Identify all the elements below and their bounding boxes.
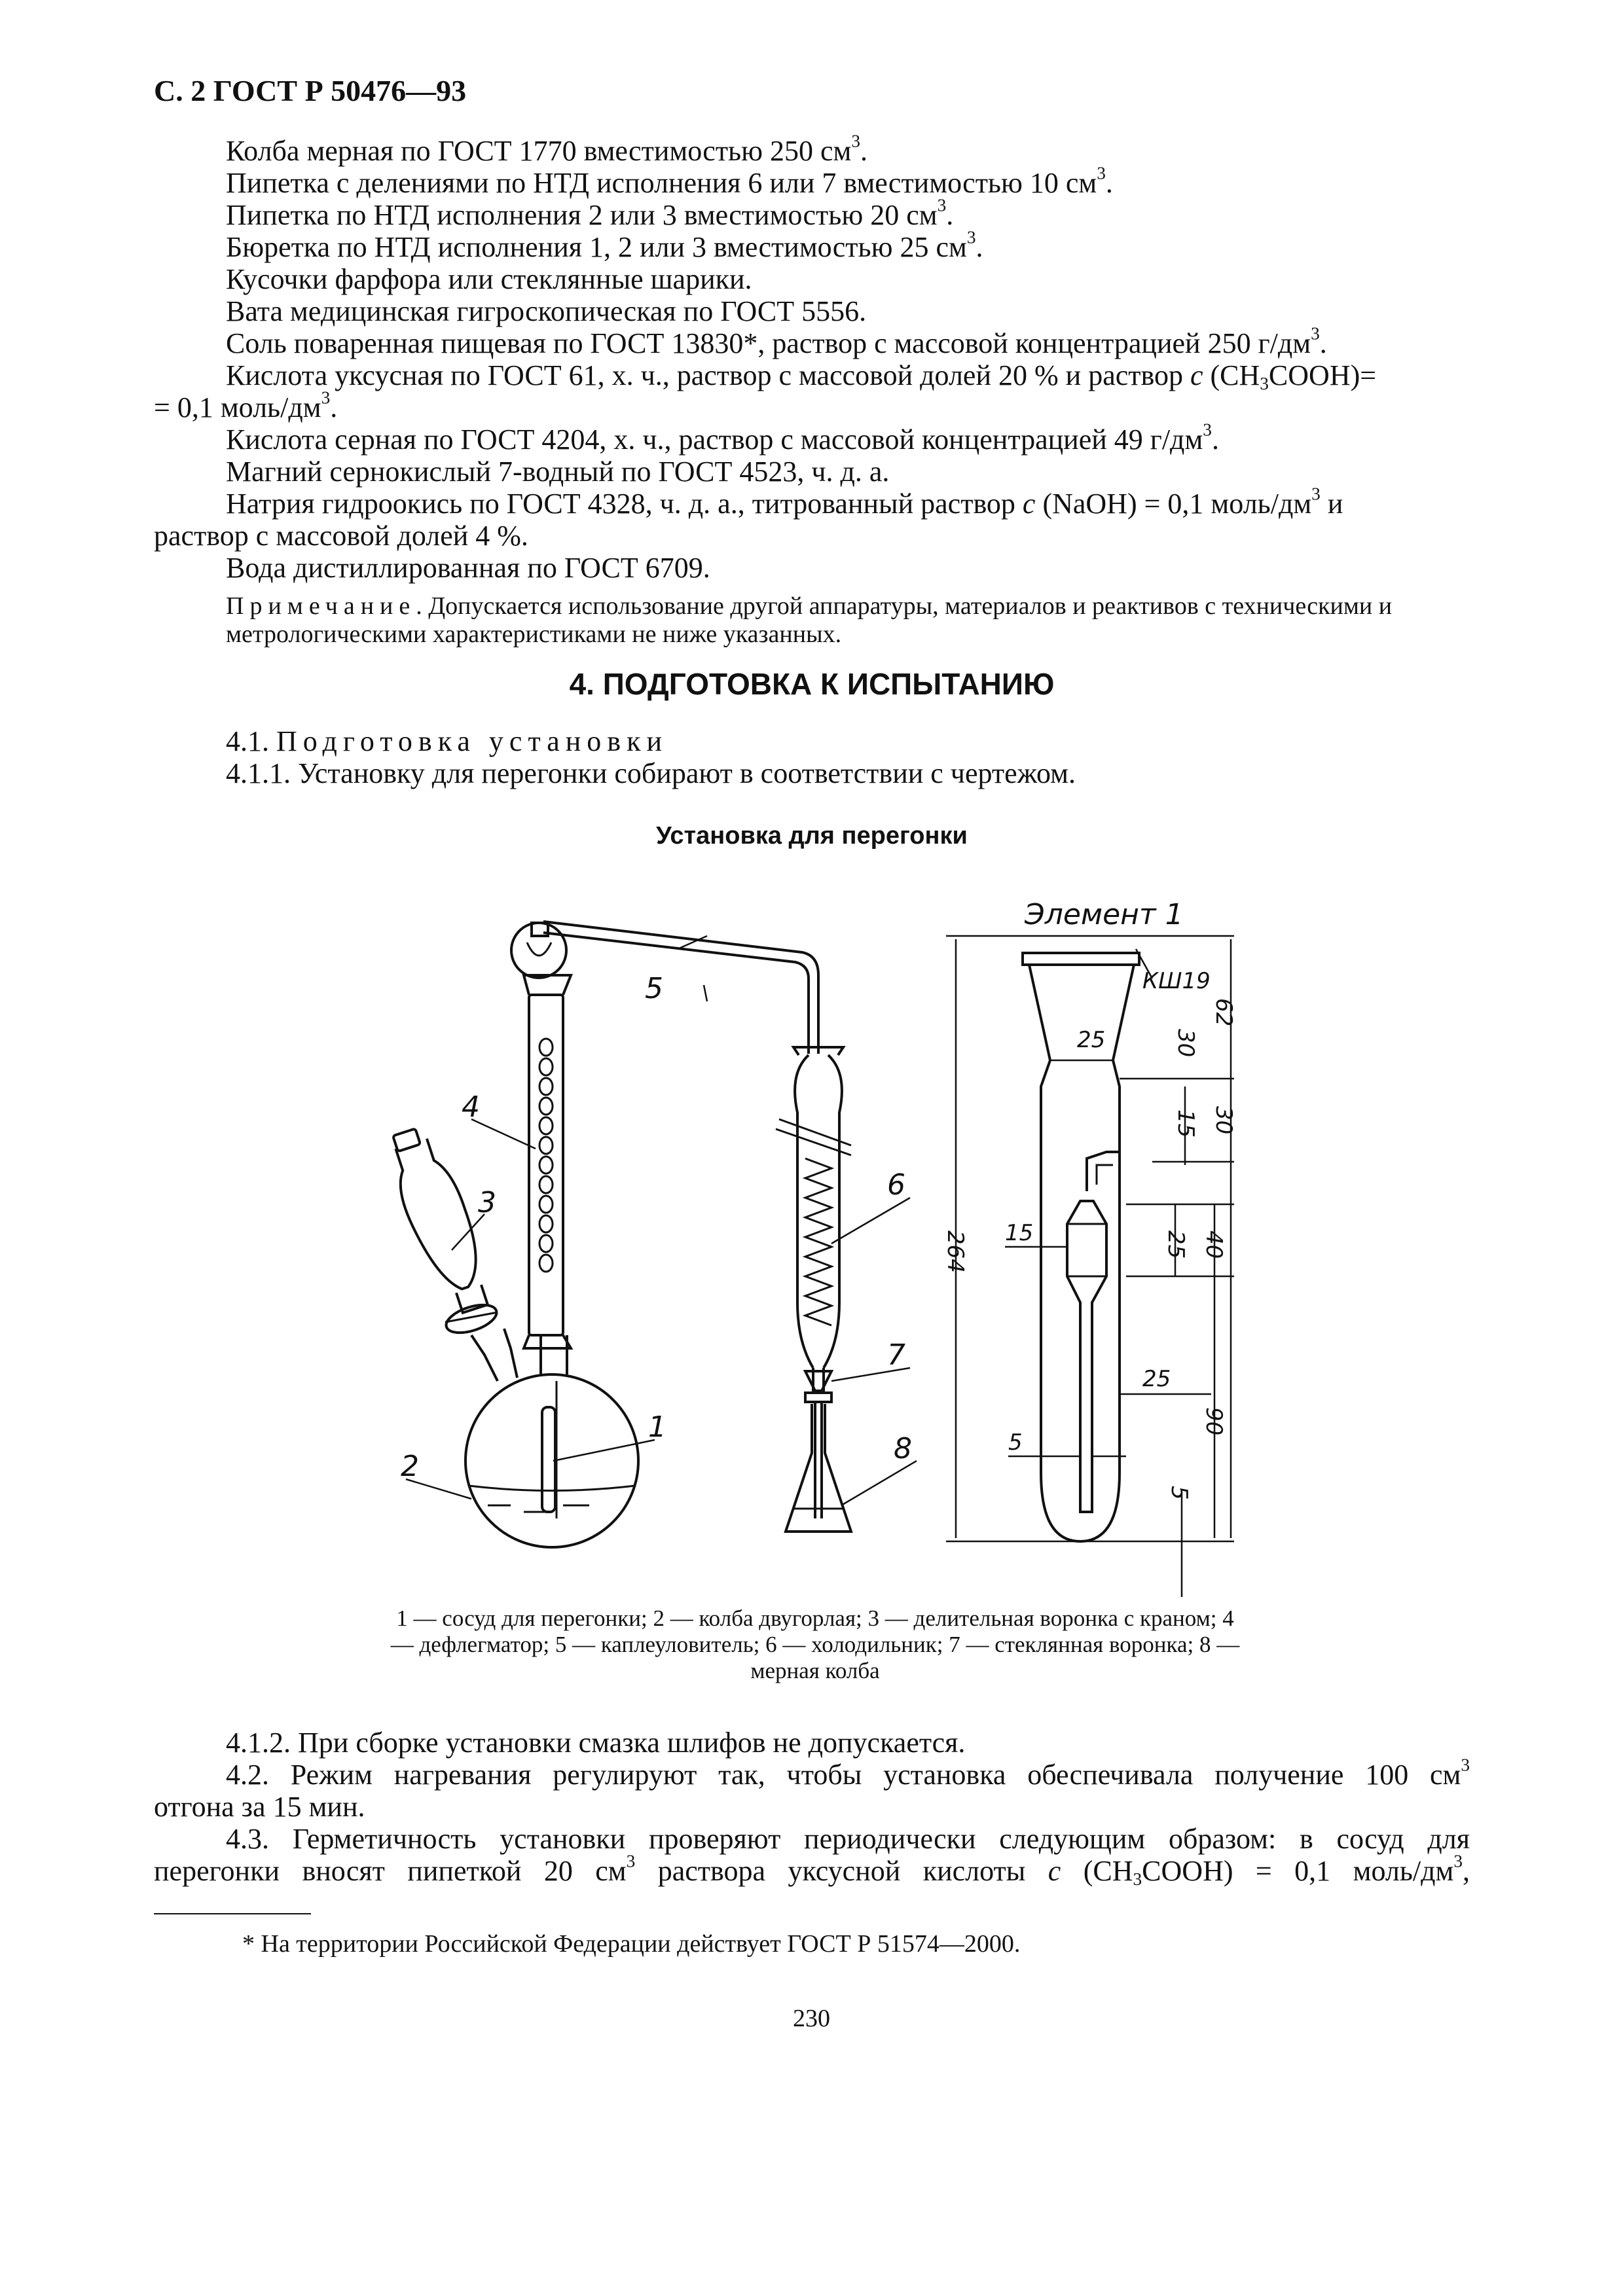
label-7: 7 [887, 1338, 905, 1372]
dim-5-left: 5 [1008, 1429, 1023, 1456]
list-item: Вата медицинская гигроскопическая по ГОСТ 5556. [226, 295, 867, 327]
list-item: Пипетка по НТД исполнения 2 или 3 вместимостью 20 $см^3$. [226, 195, 954, 231]
dim-15-left: 15 [1005, 1220, 1034, 1246]
label-6: 6 [887, 1168, 905, 1202]
footnote-rule [154, 1913, 311, 1914]
note-label: Примечание [226, 592, 416, 620]
dim-15: 15 [1173, 1109, 1199, 1138]
figure-caption: 1 — сосуд для перегонки; 2 — колба двугорлая; 3 — делительная воронка с краном; 4 — дефлегматор; 5 — каплеуловитель; 6 — холодильник; 7 — стеклянная воронка; 8 — мерная колба [390, 1605, 1240, 1683]
note: Примечание. Допускается использование другой аппаратуры, материалов и реактивов с техническими и метрологическими характеристиками не ниже указанных. [226, 592, 1393, 648]
subsection-heading: 4.1. Подготовка установки [226, 725, 668, 757]
paragraph-4-3: 4.3. Герметичность установки проверяют периодически следующим образом: в сосуд для [226, 1823, 1470, 1855]
footnote: * На территории Российской Федерации действует ГОСТ Р 51574—2000. [242, 1930, 1021, 1958]
list-item-cont: раствор с массовой долей 4 %. [154, 520, 528, 552]
paragraph-4-1-2: 4.1.2. При сборке установки смазка шлифов не допускается. [226, 1727, 966, 1759]
list-item: Натрия гидроокись по ГОСТ 4328, ч. д. а., титрованный раствор c (NaOH) = 0,1 моль/$дм^3$ и [226, 484, 1343, 520]
element-label: Элемент 1 [1025, 898, 1184, 931]
dim-40: 40 [1201, 1230, 1227, 1259]
dim-25-bottom: 25 [1142, 1366, 1171, 1392]
dim-90: 90 [1201, 1407, 1227, 1436]
dim-30-a: 30 [1173, 1029, 1199, 1058]
note-text: Допускается использование другой аппаратуры, материалов и реактивов с техническими и метрологическими характеристиками не ниже указанных. [226, 592, 1393, 648]
figure-title: Установка для перегонки [656, 822, 968, 850]
dim-30-b: 30 [1211, 1106, 1237, 1135]
section-heading: 4. ПОДГОТОВКА К ИСПЫТАНИЮ [569, 667, 1055, 701]
list-item: Пипетка с делениями по НТД исполнения 6 или 7 вместимостью 10 $см^3$. [226, 163, 1113, 199]
dim-5-bottom: 5 [1166, 1486, 1192, 1500]
dim-25-mid: 25 [1163, 1230, 1189, 1259]
list-item-cont: = 0,1 моль/$дм^3$. [154, 387, 338, 423]
dim-25-top: 25 [1077, 1027, 1106, 1053]
list-item: Бюретка по НТД исполнения 1, 2 или 3 вместимостью 25 $см^3$. [226, 227, 983, 263]
dim-ksh: КШ19 [1142, 968, 1211, 994]
dim-62: 62 [1211, 998, 1237, 1027]
label-3: 3 [478, 1186, 496, 1219]
page-number: 230 [793, 2005, 830, 2032]
list-item: Колба мерная по ГОСТ 1770 вместимостью 250 $см^3$. [226, 131, 868, 167]
dim-264: 264 [942, 1230, 968, 1273]
section-continued [154, 1727, 1470, 1887]
page-header: С. 2 ГОСТ Р 50476—93 [154, 74, 467, 107]
paragraph-4-3-cont: перегонки вносят пипеткой 20 $см^3$ раствора уксусной кислоты c $(CH_3COOH) = 0,1$ моль/$дм^3$, [154, 1851, 1470, 1889]
label-8: 8 [894, 1432, 912, 1465]
label-5: 5 [645, 972, 663, 1005]
paragraph-4-2: 4.2. Режим нагревания регулируют так, чтобы установка обеспечивала получение 100 $см^3$ [226, 1755, 1470, 1791]
label-4: 4 [462, 1090, 480, 1124]
list-item: Кислота серная по ГОСТ 4204, х. ч., раствор с массовой концентрацией 49 $г/дм^3$. [226, 420, 1219, 456]
list-item: Соль поваренная пищевая по ГОСТ 13830*, раствор с массовой концентрацией 250 $г/дм^3$. [226, 323, 1327, 359]
list-item: Вода дистиллированная по ГОСТ 6709. [226, 552, 710, 584]
list-item: Кислота уксусная по ГОСТ 61, х. ч., раствор с массовой долей 20 % и раствор c $(CH_3COOH)=$ [226, 359, 1377, 393]
paragraph-4-2-cont: отгона за 15 мин. [154, 1791, 365, 1823]
list-item: Магний сернокислый 7-водный по ГОСТ 4523, ч. д. а. [226, 456, 890, 488]
list-item: Кусочки фарфора или стеклянные шарики. [226, 263, 752, 295]
paragraph-4-1-1: 4.1.1. Установку для перегонки собирают в соответствии с чертежом. [226, 757, 1076, 789]
label-2: 2 [401, 1450, 419, 1483]
label-1: 1 [648, 1410, 666, 1444]
